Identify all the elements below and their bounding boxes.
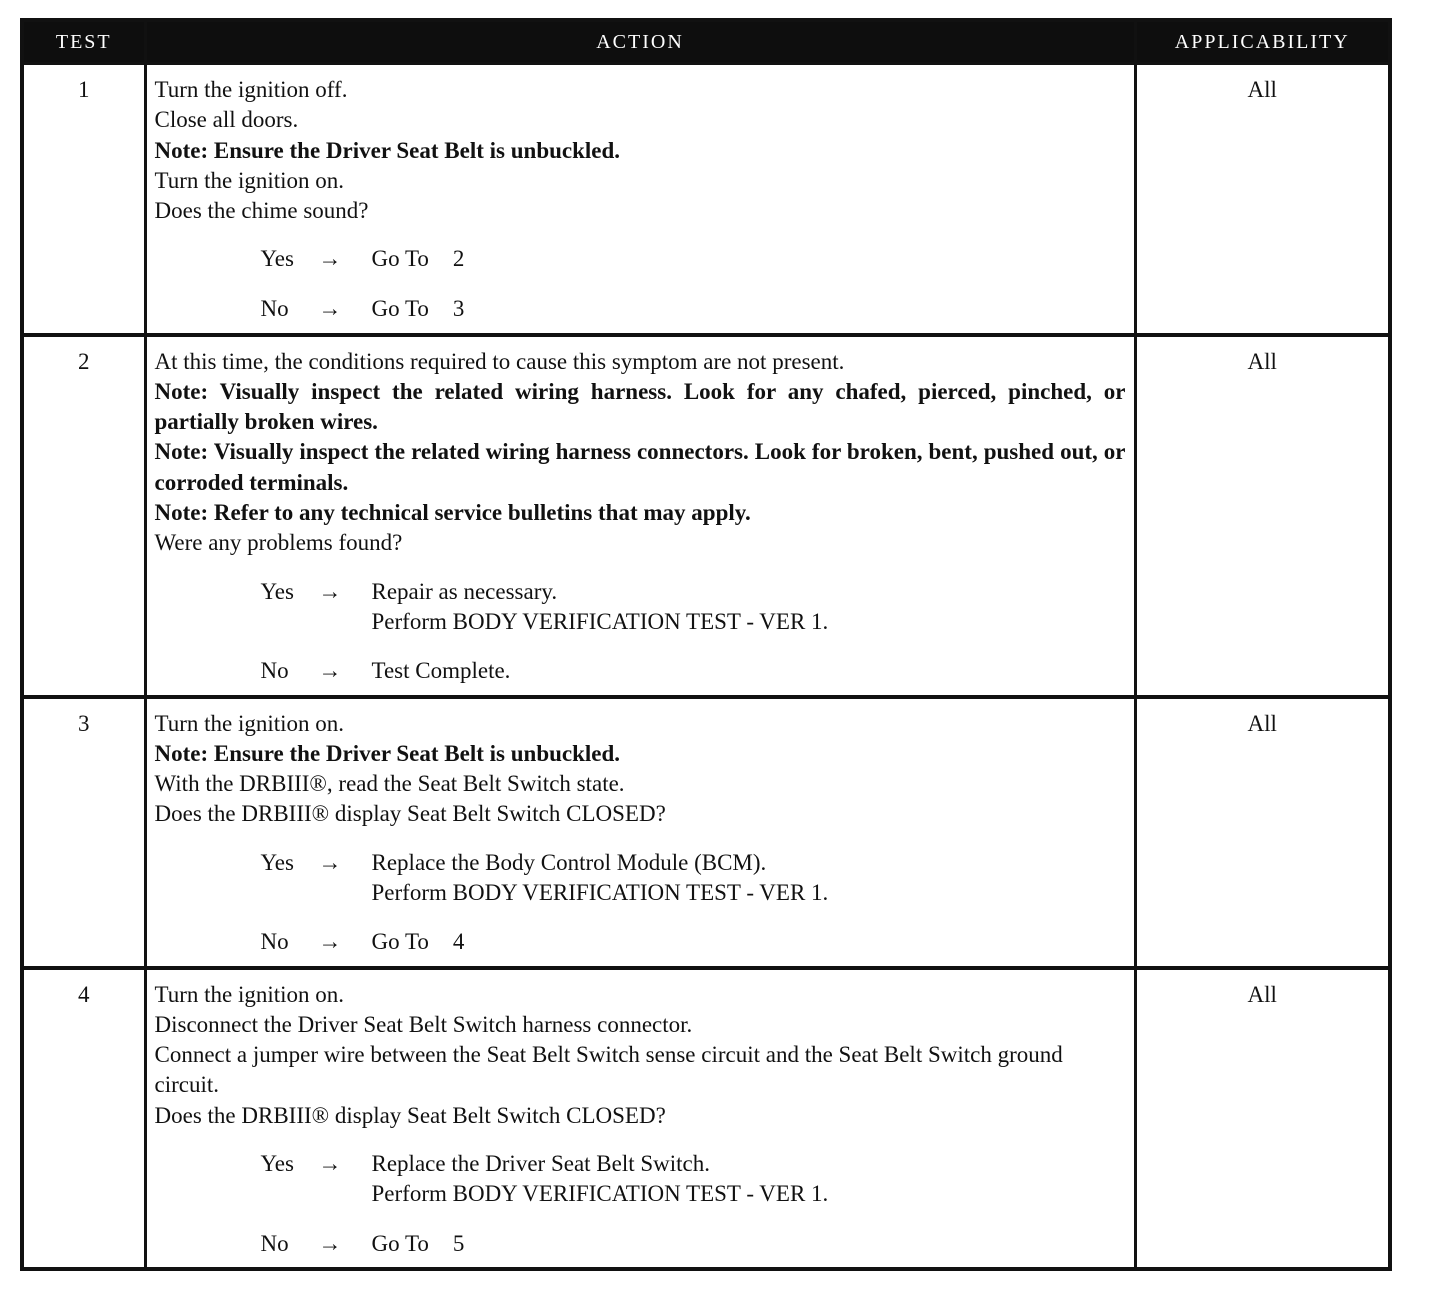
action-note: Note: Visually inspect the related wiring harness. Look for any chafed, pierced, pinched, or partially broken wires. — [154, 378, 1126, 435]
right-arrow-icon: → — [318, 929, 342, 955]
goto-label: Go To — [371, 929, 429, 955]
yes-result — [372, 1149, 1126, 1210]
action-line: Turn the ignition off. — [154, 77, 348, 102]
outcome-yes — [261, 1149, 1126, 1210]
test-number: 3 — [24, 697, 145, 968]
right-arrow-icon: → — [318, 658, 342, 684]
header-test: TEST — [24, 22, 145, 64]
no-result — [372, 294, 1126, 324]
diagnostic-test-table-frame — [20, 18, 1392, 1271]
action-line: Connect a jumper wire between the Seat Belt Switch sense circuit and the Seat Belt Switch ground circuit. — [154, 1042, 1063, 1098]
outcome-no — [261, 927, 1126, 957]
action-note: Note: Ensure the Driver Seat Belt is unbuckled. — [154, 740, 621, 766]
outcome-yes — [261, 577, 1126, 638]
right-arrow-icon: → — [318, 295, 342, 321]
action-line: Disconnect the Driver Seat Belt Switch harness connector. — [154, 1011, 693, 1037]
applicability: All — [1135, 697, 1388, 968]
yes-result-line: Perform BODY VERIFICATION TEST - VER 1. — [371, 1181, 829, 1207]
right-arrow-icon: → — [318, 849, 342, 875]
yes-label: Yes — [260, 849, 294, 875]
action-note: Note: Ensure the Driver Seat Belt is unbuckled. — [154, 137, 621, 163]
action-note: Note: Visually inspect the related wiring harness connectors. Look for broken, bent, pushed out, or corroded terminals. — [154, 439, 1126, 495]
action-question: Does the chime sound? — [154, 198, 369, 224]
outcomes — [261, 244, 1126, 324]
yes-result-line: Replace the Body Control Module (BCM). — [371, 849, 767, 875]
action-question: Were any problems found? — [154, 530, 403, 556]
outcome-no — [261, 656, 1126, 686]
action-line: With the DRBIII®, read the Seat Belt Switch state. — [154, 771, 625, 797]
goto-test-number: 2 — [452, 246, 465, 272]
yes-result-line: Perform BODY VERIFICATION TEST - VER 1. — [371, 608, 829, 634]
right-arrow-icon: → — [318, 1230, 342, 1256]
goto-label: Go To — [371, 246, 429, 272]
yes-result-line: Repair as necessary. — [371, 578, 558, 604]
outcomes — [261, 848, 1126, 958]
action-cell — [145, 697, 1135, 968]
yes-result-line: Perform BODY VERIFICATION TEST - VER 1. — [371, 879, 829, 905]
no-label: No — [260, 929, 289, 955]
table-header — [24, 22, 1388, 64]
yes-result-line: Replace the Driver Seat Belt Switch. — [371, 1151, 711, 1177]
action-line: At this time, the conditions required to cause this symptom are not present. — [154, 348, 845, 374]
table-row — [24, 968, 1388, 1267]
table-row — [24, 64, 1388, 335]
no-label: No — [260, 1230, 289, 1256]
action-line: Turn the ignition on. — [154, 981, 345, 1007]
applicability: All — [1135, 64, 1388, 335]
no-result — [372, 1229, 1126, 1259]
right-arrow-icon: → — [318, 1151, 342, 1177]
right-arrow-icon: → — [318, 246, 342, 272]
yes-label: Yes — [260, 246, 294, 272]
action-cell — [145, 64, 1135, 335]
header-action: ACTION — [145, 22, 1135, 64]
outcomes — [261, 1149, 1126, 1259]
test-number: 4 — [24, 968, 145, 1267]
test-number: 1 — [24, 64, 145, 335]
yes-result — [372, 244, 1126, 274]
outcome-no — [261, 294, 1126, 324]
action-line: Close all doors. — [154, 107, 299, 133]
diagnostic-test-table — [24, 22, 1388, 1267]
header-applicability: APPLICABILITY — [1135, 22, 1388, 64]
action-line: Turn the ignition on. — [154, 710, 345, 736]
yes-label: Yes — [260, 578, 294, 604]
table-row — [24, 335, 1388, 697]
outcome-no — [261, 1229, 1126, 1259]
yes-result — [372, 848, 1126, 909]
no-label: No — [260, 295, 289, 321]
right-arrow-icon: → — [318, 578, 342, 604]
test-number: 2 — [24, 335, 145, 697]
goto-label: Go To — [371, 1230, 429, 1256]
goto-test-number: 3 — [452, 295, 465, 321]
goto-test-number: 5 — [452, 1230, 465, 1256]
action-question: Does the DRBIII® display Seat Belt Switch CLOSED? — [154, 1102, 666, 1128]
table-row — [24, 697, 1388, 968]
no-result — [372, 927, 1126, 957]
action-cell — [145, 968, 1135, 1267]
action-question: Does the DRBIII® display Seat Belt Switch CLOSED? — [154, 801, 666, 827]
applicability: All — [1135, 335, 1388, 697]
yes-result — [372, 577, 1126, 638]
applicability: All — [1135, 968, 1388, 1267]
action-cell — [145, 335, 1135, 697]
no-label: No — [260, 658, 289, 684]
goto-test-number: 4 — [452, 929, 465, 955]
yes-label: Yes — [260, 1151, 294, 1177]
no-result: Test Complete. — [371, 658, 511, 684]
outcomes — [261, 577, 1126, 687]
outcome-yes — [261, 848, 1126, 909]
outcome-yes — [261, 244, 1126, 274]
goto-label: Go To — [371, 295, 429, 321]
action-note: Note: Refer to any technical service bulletins that may apply. — [154, 499, 751, 525]
action-line: Turn the ignition on. — [154, 167, 345, 193]
